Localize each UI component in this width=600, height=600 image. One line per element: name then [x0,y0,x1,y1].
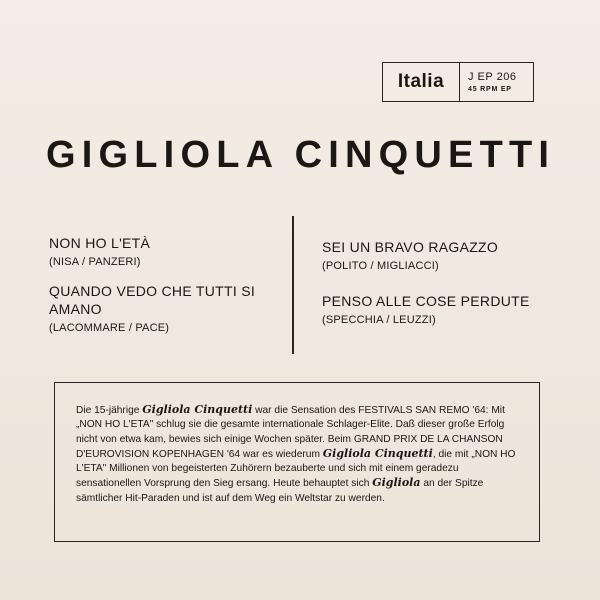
track [49,234,269,268]
column-divider [292,216,294,354]
artist-name: GIGLIOLA CINQUETTI [46,134,556,176]
track [49,282,269,334]
track-credit: (LACOMMARE / PACE) [49,322,170,334]
track-title: NON HO L'ETÀ [49,235,151,251]
notes-artist-name: Gigliola Cinquetti [322,446,433,460]
liner-notes [54,382,540,542]
track-title: SEI UN BRAVO RAGAZZO [322,239,499,255]
catalog-number: J EP 206 [468,71,517,83]
speed-label: 45 RPM EP [468,86,512,93]
notes-text: , die mit „NON HO L'ETA" Millionen von begeisterten Zuhörern bezauberte und sich mit einem geradezu sensationellen Vorsprung den Sieg ersang. Heute behauptet sich [76,448,516,490]
side-a-tracklist [49,234,269,348]
label-box [382,62,534,102]
label-brand: Italia [383,63,460,101]
track-credit: (SPECCHIA / LEUZZI) [322,314,436,326]
side-b-tracklist [322,238,552,346]
track-title: PENSO ALLE COSE PERDUTE [322,293,530,309]
catalog-info [460,63,533,101]
track-credit: (NISA / PANZERI) [49,256,141,268]
notes-text: an der Spitze sämtlicher Hit-Paraden und ist auf dem Weg ein Weltstar zu werden. [76,478,484,504]
notes-artist-name: Gigliola Cinquetti [142,403,253,416]
track [322,292,552,326]
track-title: QUANDO VEDO CHE TUTTI SI AMANO [49,283,256,317]
notes-text: war die Sensation des FESTIVALS SAN REMO '64: Mit „NON HO L'ETA" schlug sie die gesamte internationale Schlager-Elite. Daß dieser große Erfolg nicht von etwa kam, bewies sich einige Wochen später. Beim GRAND PRIX DE LA CHANSON D'EUROVISION KOPENHAGEN '64 war es wiederum [76,405,505,460]
notes-text: Die 15-jährige [76,405,143,416]
notes-artist-name: Gigliola [372,476,421,490]
track-credit: (POLITO / MIGLIACCI) [322,260,439,272]
track [322,238,552,272]
